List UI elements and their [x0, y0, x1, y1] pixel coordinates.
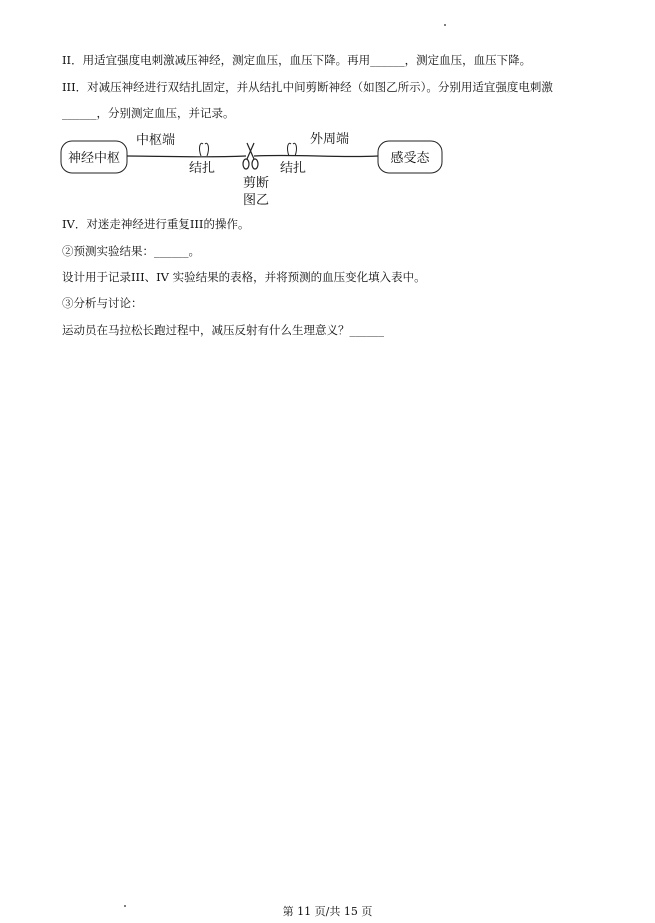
- prediction-prompt: ②预测实验结果：______。: [62, 244, 200, 258]
- step-iv: IV．对迷走神经进行重复III的操作。: [62, 217, 250, 231]
- step-ii: II．用适宜强度电刺激减压神经，测定血压，血压下降。再用______，测定血压，血压下降。: [62, 53, 532, 67]
- ligature-right-knot: [288, 143, 297, 156]
- peripheral-end-label: 外周端: [310, 132, 350, 147]
- ligature-left-knot: [200, 143, 209, 156]
- ligature-left-label: 结扎: [189, 161, 216, 176]
- analysis-heading: ③分析与讨论：: [62, 296, 143, 310]
- marathon-question: 运动员在马拉松长跑过程中，减压反射有什么生理意义？______: [62, 323, 384, 337]
- nerve-diagram: [58, 128, 448, 210]
- step-iii-line1: III．对减压神经进行双结扎固定，并从结扎中间剪断神经（如图乙所示）。分别用适宜强度电刺激: [62, 80, 553, 94]
- nerve-center-label: 神经中枢: [67, 151, 121, 166]
- receptor-label: 感受态: [390, 151, 430, 166]
- step-iii-line2: ______，分别测定血压，并记录。: [62, 106, 235, 120]
- page-number: 第 11 页/共 15 页: [282, 905, 373, 918]
- figure-caption: 图乙: [243, 193, 270, 208]
- speck-top: [444, 24, 446, 26]
- cut-label: 剪断: [243, 176, 270, 191]
- nerve-right-segment: [254, 155, 378, 156]
- table-design-prompt: 设计用于记录III、IV 实验结果的表格，并将预测的血压变化填入表中。: [62, 270, 426, 284]
- central-end-label: 中枢端: [136, 133, 176, 148]
- nerve-left-segment: [127, 156, 246, 157]
- ligature-right-label: 结扎: [280, 161, 307, 176]
